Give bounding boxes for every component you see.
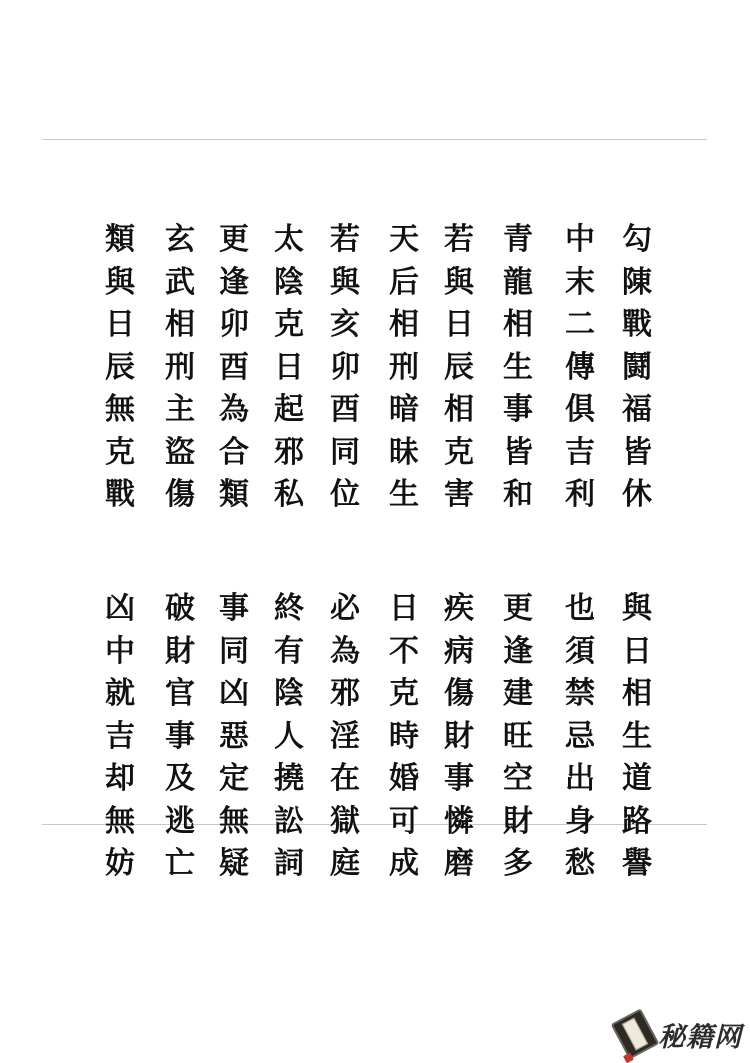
verse-character: 忌 bbox=[565, 718, 595, 754]
lower-column-6 bbox=[325, 588, 365, 886]
verse-character: 更 bbox=[219, 222, 249, 257]
verse-character: 禁 bbox=[565, 676, 595, 711]
verse-character: 陰 bbox=[274, 264, 304, 300]
verse-character: 刑 bbox=[165, 349, 195, 385]
verse-character: 身 bbox=[565, 803, 595, 839]
verse-character: 却 bbox=[105, 761, 135, 796]
verse-character: 與 bbox=[444, 264, 474, 300]
verse-character: 定 bbox=[219, 761, 249, 796]
lower-column-1 bbox=[617, 588, 657, 886]
verse-character: 俱 bbox=[565, 392, 595, 427]
verse-character: 與 bbox=[622, 591, 652, 626]
verse-character: 疑 bbox=[219, 846, 249, 881]
verse-character: 惡 bbox=[219, 718, 249, 754]
verse-character: 相 bbox=[165, 307, 195, 342]
verse-character: 克 bbox=[444, 434, 474, 470]
verse-character: 陳 bbox=[622, 264, 652, 300]
verse-character: 事 bbox=[444, 761, 474, 796]
verse-character: 邪 bbox=[330, 676, 360, 711]
verse-character: 日 bbox=[105, 307, 135, 342]
lower-column-4 bbox=[439, 588, 479, 886]
verse-character: 財 bbox=[165, 633, 195, 669]
verse-character: 私 bbox=[274, 477, 304, 512]
verse-character: 太 bbox=[274, 222, 304, 257]
verse-character: 憐 bbox=[444, 803, 474, 839]
verse-character: 撓 bbox=[274, 761, 304, 796]
verse-character: 凶 bbox=[219, 676, 249, 711]
verse-character: 譽 bbox=[622, 846, 652, 881]
verse-character: 吉 bbox=[565, 434, 595, 470]
upper-column-8 bbox=[214, 219, 254, 517]
verse-character: 酉 bbox=[219, 349, 249, 385]
lower-column-2 bbox=[560, 588, 600, 886]
verse-character: 刑 bbox=[389, 349, 419, 385]
verse-character: 道 bbox=[622, 761, 652, 796]
verse-character: 無 bbox=[219, 803, 249, 839]
verse-character: 暗 bbox=[389, 392, 419, 427]
verse-character: 戰 bbox=[105, 477, 135, 512]
verse-character: 事 bbox=[219, 591, 249, 626]
verse-character: 事 bbox=[503, 392, 533, 427]
verse-character: 與 bbox=[105, 264, 135, 300]
verse-character: 陰 bbox=[274, 676, 304, 711]
verse-character: 相 bbox=[503, 307, 533, 342]
verse-character: 主 bbox=[165, 392, 195, 427]
lower-column-3 bbox=[498, 588, 538, 886]
verse-character: 龍 bbox=[503, 264, 533, 300]
verse-character: 及 bbox=[165, 761, 195, 796]
upper-column-3 bbox=[498, 219, 538, 517]
upper-column-5 bbox=[384, 219, 424, 517]
verse-character: 就 bbox=[105, 676, 135, 711]
verse-character: 皆 bbox=[503, 434, 533, 470]
upper-column-2 bbox=[560, 219, 600, 517]
verse-character: 利 bbox=[565, 477, 595, 512]
verse-character: 后 bbox=[389, 264, 419, 300]
verse-character: 日 bbox=[389, 591, 419, 626]
verse-character: 相 bbox=[622, 676, 652, 711]
book-icon bbox=[611, 1008, 660, 1059]
verse-character: 無 bbox=[105, 803, 135, 839]
verse-character: 酉 bbox=[330, 392, 360, 427]
verse-character: 為 bbox=[219, 392, 249, 427]
verse-character: 空 bbox=[503, 761, 533, 796]
verse-character: 若 bbox=[330, 222, 360, 257]
verse-character: 訟 bbox=[274, 803, 304, 839]
verse-character: 成 bbox=[389, 846, 419, 881]
verse-character: 必 bbox=[330, 591, 360, 626]
verse-character: 詞 bbox=[274, 846, 304, 881]
verse-character: 傳 bbox=[565, 349, 595, 385]
lower-column-10 bbox=[100, 588, 140, 886]
verse-character: 須 bbox=[565, 633, 595, 669]
verse-character: 更 bbox=[503, 591, 533, 626]
verse-character: 同 bbox=[219, 633, 249, 669]
upper-column-1 bbox=[617, 219, 657, 517]
site-watermark bbox=[618, 1014, 742, 1054]
verse-character: 休 bbox=[622, 477, 652, 512]
verse-character: 末 bbox=[565, 264, 595, 300]
verse-character: 卯 bbox=[330, 349, 360, 385]
verse-character: 類 bbox=[219, 477, 249, 512]
upper-column-10 bbox=[100, 219, 140, 517]
verse-character: 生 bbox=[503, 349, 533, 385]
verse-character: 妨 bbox=[105, 846, 135, 881]
verse-character: 生 bbox=[389, 477, 419, 512]
verse-character: 中 bbox=[565, 222, 595, 257]
verse-character: 起 bbox=[274, 392, 304, 427]
verse-character: 獄 bbox=[330, 803, 360, 839]
verse-character: 無 bbox=[105, 392, 135, 427]
verse-character: 昧 bbox=[389, 434, 419, 470]
verse-character: 建 bbox=[503, 676, 533, 711]
verse-character: 亥 bbox=[330, 307, 360, 342]
upper-column-9 bbox=[160, 219, 200, 517]
verse-character: 克 bbox=[389, 676, 419, 711]
upper-column-4 bbox=[439, 219, 479, 517]
verse-character: 財 bbox=[503, 803, 533, 839]
verse-character: 財 bbox=[444, 718, 474, 754]
verse-character: 類 bbox=[105, 222, 135, 257]
verse-character: 二 bbox=[565, 307, 595, 342]
verse-character: 吉 bbox=[105, 718, 135, 754]
verse-character: 愁 bbox=[565, 846, 595, 881]
lower-column-5 bbox=[384, 588, 424, 886]
verse-character: 凶 bbox=[105, 591, 135, 626]
verse-character: 有 bbox=[274, 633, 304, 669]
verse-character: 青 bbox=[503, 222, 533, 257]
verse-character: 破 bbox=[165, 591, 195, 626]
verse-character: 合 bbox=[219, 434, 249, 470]
verse-character: 官 bbox=[165, 676, 195, 711]
verse-character: 路 bbox=[622, 803, 652, 839]
verse-character: 生 bbox=[622, 718, 652, 754]
verse-character: 克 bbox=[105, 434, 135, 470]
watermark-text: 秘籍网 bbox=[658, 1021, 742, 1053]
verse-character: 婚 bbox=[389, 761, 419, 796]
upper-column-7 bbox=[269, 219, 309, 517]
verse-character: 辰 bbox=[105, 349, 135, 385]
verse-character: 位 bbox=[330, 477, 360, 512]
verse-character: 疾 bbox=[444, 591, 474, 626]
verse-character: 淫 bbox=[330, 718, 360, 754]
verse-character: 在 bbox=[330, 761, 360, 796]
verse-character: 勾 bbox=[622, 222, 652, 257]
verse-character: 傷 bbox=[444, 676, 474, 711]
verse-character: 若 bbox=[444, 222, 474, 257]
verse-character: 害 bbox=[444, 477, 474, 512]
verse-character: 逢 bbox=[219, 264, 249, 300]
verse-character: 旺 bbox=[503, 718, 533, 754]
verse-character: 日 bbox=[274, 349, 304, 385]
verse-character: 邪 bbox=[274, 434, 304, 470]
verse-character: 克 bbox=[274, 307, 304, 342]
verse-character: 辰 bbox=[444, 349, 474, 385]
lower-column-7 bbox=[269, 588, 309, 886]
verse-character: 相 bbox=[444, 392, 474, 427]
verse-character: 天 bbox=[389, 222, 419, 257]
verse-character: 磨 bbox=[444, 846, 474, 881]
verse-character: 皆 bbox=[622, 434, 652, 470]
verse-character: 相 bbox=[389, 307, 419, 342]
verse-character: 人 bbox=[274, 718, 304, 754]
verse-character: 福 bbox=[622, 392, 652, 427]
verse-character: 盜 bbox=[165, 434, 195, 470]
lower-column-9 bbox=[160, 588, 200, 886]
verse-character: 玄 bbox=[165, 222, 195, 257]
verse-character: 與 bbox=[330, 264, 360, 300]
verse-character: 庭 bbox=[330, 846, 360, 881]
verse-character: 出 bbox=[565, 761, 595, 796]
verse-character: 和 bbox=[503, 477, 533, 512]
verse-character: 傷 bbox=[165, 477, 195, 512]
verse-character: 日 bbox=[622, 633, 652, 669]
verse-character: 日 bbox=[444, 307, 474, 342]
verse-character: 武 bbox=[165, 264, 195, 300]
verse-character: 逃 bbox=[165, 803, 195, 839]
verse-character: 時 bbox=[389, 718, 419, 754]
verse-character: 同 bbox=[330, 434, 360, 470]
verse-character: 鬪 bbox=[622, 349, 652, 385]
lower-divider bbox=[42, 824, 707, 825]
verse-character: 逢 bbox=[503, 633, 533, 669]
verse-character: 戰 bbox=[622, 307, 652, 342]
verse-character: 事 bbox=[165, 718, 195, 754]
verse-character: 多 bbox=[503, 846, 533, 881]
verse-character: 病 bbox=[444, 633, 474, 669]
verse-character: 終 bbox=[274, 591, 304, 626]
verse-character: 可 bbox=[389, 803, 419, 839]
verse-character: 也 bbox=[565, 591, 595, 626]
top-divider bbox=[42, 139, 707, 140]
upper-column-6 bbox=[325, 219, 365, 517]
verse-character: 卯 bbox=[219, 307, 249, 342]
verse-character: 中 bbox=[105, 633, 135, 669]
verse-character: 亡 bbox=[165, 846, 195, 881]
lower-column-8 bbox=[214, 588, 254, 886]
verse-character: 不 bbox=[389, 633, 419, 669]
verse-character: 為 bbox=[330, 633, 360, 669]
